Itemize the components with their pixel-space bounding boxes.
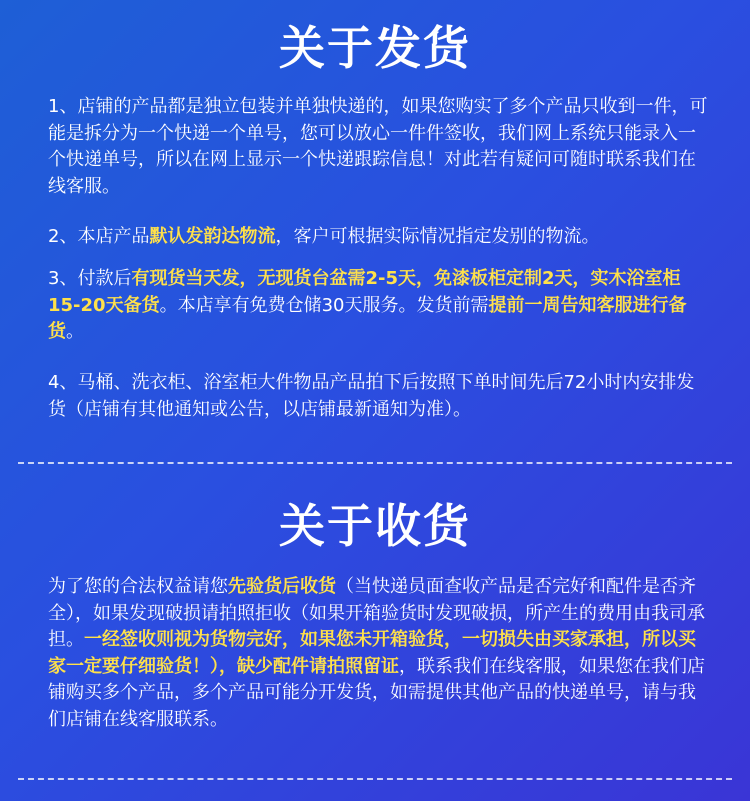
receiving-highlight-2: 一经签收则视为货物完好，如果您未开箱验货，一切损失由买家承担，所以买家一定要仔细验货！），缺少配件请拍照留证 [48,629,696,677]
receiving-text-b: （当快递员面查收产品是否完好和配件是否齐全），如果发现破损请拍照拒收（如果开箱验货时发现破损，所产生的费用由我司承担。 [48,576,705,650]
shipping-p2-highlight: 默认发韵达物流 [149,226,276,247]
receiving-highlight-1: 先验货后收货 [228,576,336,597]
shipping-paragraph-4: 4、马桶、洗衣柜、浴室柜大件物品产品拍下后按照下单时间先后72小时内安排发货（店铺有其他通知或公告，以店铺最新通知为准）。 [48,372,695,420]
shipping-p2-text-a: 2、本店产品 [48,226,150,247]
shipping-p3-text-c: 。 [66,321,84,342]
shipping-section [0,18,750,78]
receiving-paragraph [48,574,708,733]
shipping-p3-highlight-2: 提前一周告知客服进行备货 [48,294,687,342]
shipping-p2-text-b: ，客户可根据实际情况指定发别的物流。 [275,226,600,247]
section-divider-2 [18,778,732,780]
shipping-paragraph-3 [48,266,708,346]
receiving-text-c: ，联系我们在线客服，如果您在我们店铺购买多个产品，多个产品可能分开发货，如需提供其他产品的快递单号，请与我们店铺在线客服联系。 [48,655,705,730]
shipping-p3-highlight-1: 有现货当天发，无现货台盆需2-5天，免漆板柜定制2天，实木浴室柜15-20天备货 [48,268,681,316]
shipping-p3-text-a: 3、付款后 [48,268,132,289]
receiving-section [0,496,750,556]
shipping-paragraph-1: 1、店铺的产品都是独立包装并单独快递的，如果您购实了多个产品只收到一件，可能是拆分为一个快递一个单号，您可以放心一件件签收，我们网上系统只能录入一个快递单号，所以在网上显示一个快递跟踪信息！对此若有疑问可随时联系我们在线客服。 [48,96,708,197]
receiving-text-a: 为了您的合法权益请您 [48,576,228,597]
shipping-p3-text-b: 。本店享有免费仓储30天服务。发货前需 [159,294,489,316]
shipping-title: 关于发货 [279,21,471,75]
receiving-title: 关于收货 [279,499,471,553]
section-divider-1 [18,462,732,464]
shipping-paragraph-2 [48,224,708,251]
